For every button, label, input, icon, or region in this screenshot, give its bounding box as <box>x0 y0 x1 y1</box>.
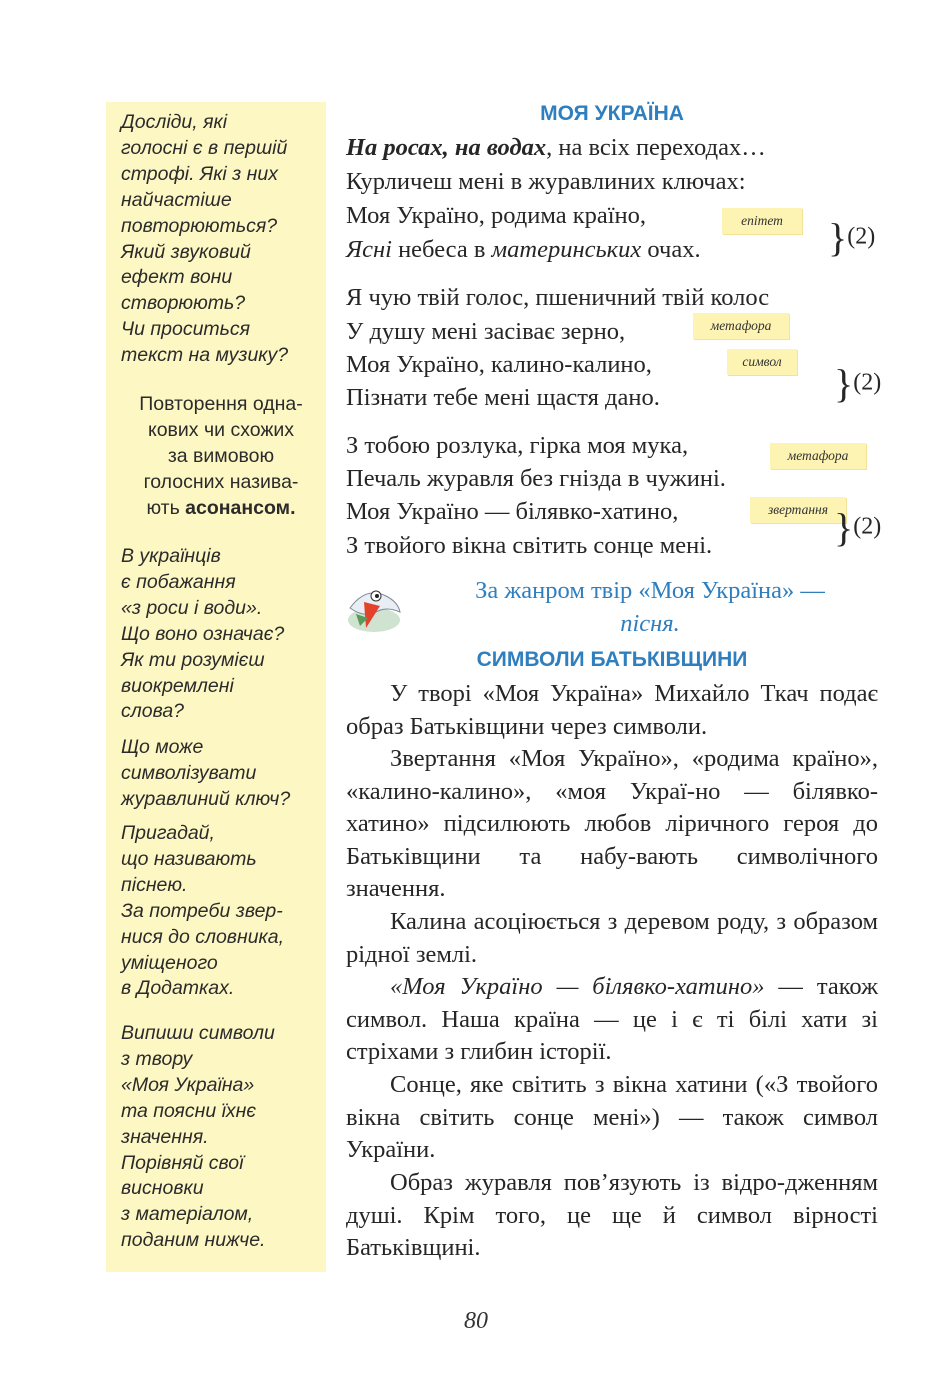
genre-line-1: За жанром твір «Моя Україна» — <box>475 577 825 604</box>
sidebar-question-song: Пригадай, що називають піснею. За потреби звер- нися до словника, уміщеного в Додатках. <box>121 822 285 1000</box>
page-number: 80 <box>464 1308 488 1334</box>
paragraph-2-text: Звертання «Моя Україно», «родима країно», «калино-калино», «моя Украї-но — білявко-хатино» підсилюють любов ліричного героя до Батьківщини та набу-вають символічного значення. <box>346 745 878 902</box>
paragraph-5 <box>346 1069 878 1167</box>
poem-line-8: Пізнати тебе мені щастя дано. <box>346 384 660 411</box>
bird-icon <box>346 578 402 634</box>
poem-line-6: У душу мені засіває зерно, <box>346 318 626 345</box>
repeat-marker-3: }(2) <box>834 505 882 550</box>
poem-line-12: З твойого вікна світить сонце мені. <box>346 532 713 559</box>
paragraph-2 <box>346 743 878 906</box>
section-title: СИМВОЛИ БАТЬКІВЩИНИ <box>476 648 748 671</box>
poem-line-4-mid: небеса в <box>391 236 492 263</box>
repeat-count: (2) <box>847 223 876 250</box>
sidebar-question-wish: В українців є побажання «з роси і води». Що воно означає? Як ти розумієш виокремлені слова? <box>121 545 285 723</box>
paragraph-4-quote: «Моя Україно — білявко-хатино» <box>390 973 765 1000</box>
tag-symbol: символ <box>727 349 797 375</box>
tag-epithet: епітет <box>722 208 802 234</box>
definition-text: Повторення одна- кових чи схожих за вимовою голосних назива- ють <box>139 393 303 519</box>
poem-line-7: Моя Україно, калино-калино, <box>346 351 652 378</box>
genre-note <box>420 574 880 640</box>
sidebar-question-crane: Що може символізувати журавлиний ключ? <box>121 736 291 810</box>
paragraph-3 <box>346 906 878 971</box>
tag-address: звертання <box>750 497 846 523</box>
poem-line-1-bold: На росах, на водах <box>346 134 547 161</box>
repeat-marker-1: }(2) <box>828 215 876 260</box>
paragraph-3-text: Калина асоціюється з деревом роду, з образом рідної землі. <box>346 908 878 968</box>
poem-line-2: Курличеш мені в журавлиних ключах: <box>346 168 746 195</box>
tag-metaphor-2: метафора <box>770 443 866 469</box>
poem-title: МОЯ УКРАЇНА <box>540 102 684 125</box>
poem-line-5: Я чую твій голос, пшеничний твій колос <box>346 284 770 311</box>
sidebar-task-symbols: Випиши символи з твору «Моя Україна» та поясни їхнє значення. Порівняй свої висновки з матеріалом, поданим нижче. <box>121 1022 275 1252</box>
poem-line-1-rest: , на всіх переходах… <box>546 134 766 161</box>
tag-metaphor-1: метафора <box>693 313 789 339</box>
paragraph-4 <box>346 971 878 1069</box>
paragraph-6 <box>346 1167 878 1265</box>
repeat-count: (2) <box>853 369 882 396</box>
poem-line-9: З тобою розлука, гірка моя мука, <box>346 432 689 459</box>
poem-line-3: Моя Україно, родима країно, <box>346 202 647 229</box>
repeat-count: (2) <box>853 513 882 540</box>
word-yasni: Ясні <box>346 236 392 263</box>
poem-line-4-end: очах. <box>641 236 701 263</box>
sidebar-question-vowels: Досліди, які голосні є в першій строфі. Які з них найчастіше повторюються? Який звуковий ефект вони створюють? Чи проситься текст на музику? <box>121 111 289 367</box>
repeat-marker-2: }(2) <box>834 361 882 406</box>
poem-line-10: Печаль журавля без гнізда в чужині. <box>346 465 726 492</box>
paragraph-1 <box>346 678 878 743</box>
paragraph-4-text: — також символ. Наша країна — це і є ті білі хати зі стріхами з глибин історії. <box>346 973 878 1065</box>
paragraph-6-text: Образ журавля пов’язують із відро-дженням душі. Крім того, це ще й символ вірності Батьківщині. <box>346 1169 878 1261</box>
poem-line-4 <box>346 235 701 265</box>
poem-line-11: Моя Україно — білявко-хатино, <box>346 498 679 525</box>
paragraph-1-text: У творі «Моя Україна» Михайло Ткач подає образ Батьківщини через символи. <box>346 680 878 740</box>
definition-term: асонансом. <box>185 496 296 519</box>
word-materynskykh: материнських <box>491 236 642 263</box>
poem-line-1 <box>346 133 766 163</box>
sidebar-definition-assonance <box>118 392 324 522</box>
paragraph-5-text: Сонце, яке світить з вікна хатини («З твойого вікна світить сонце мені») — також символ України. <box>346 1071 878 1163</box>
genre-line-2: пісня. <box>620 610 680 637</box>
